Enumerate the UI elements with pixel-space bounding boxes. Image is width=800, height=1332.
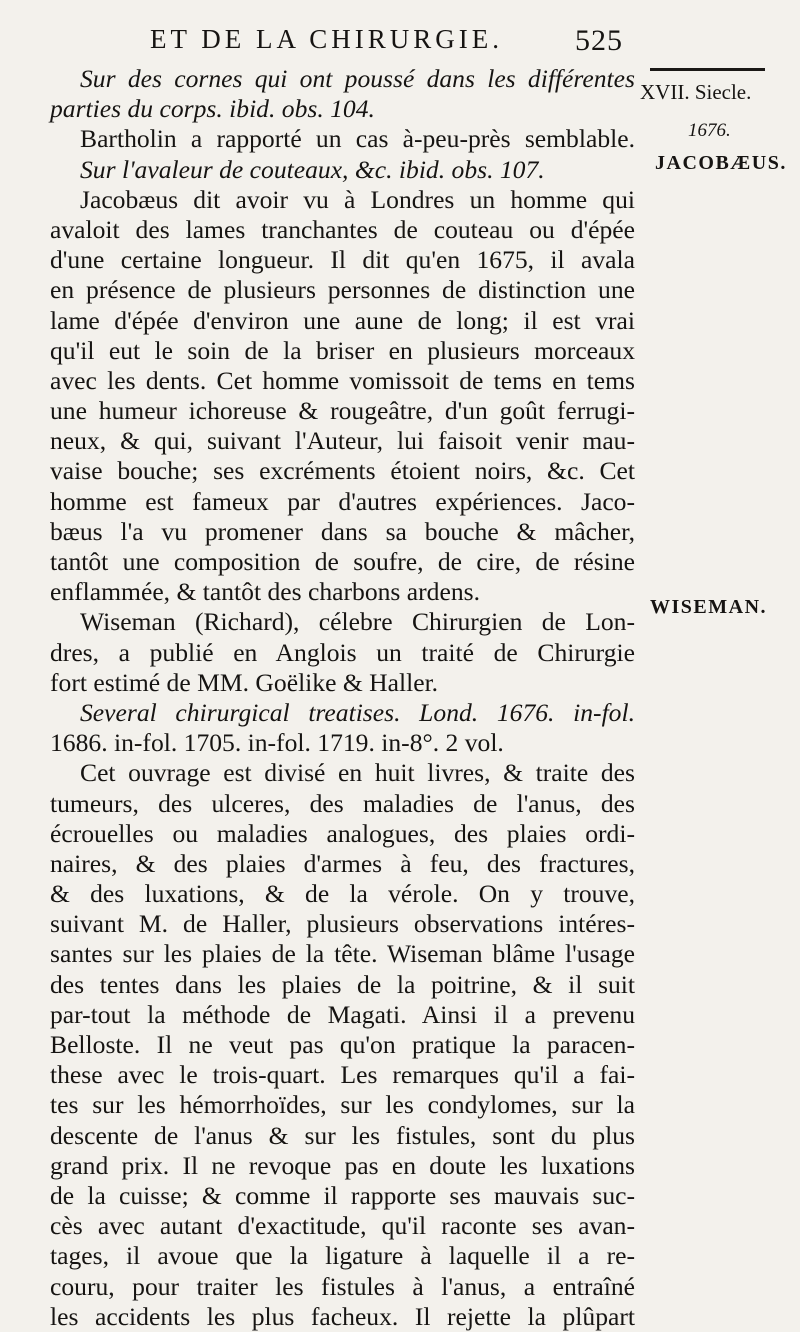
text-line: une humeur ichoreuse & rougeâtre, d'un goût ferrugi- bbox=[50, 396, 635, 426]
text-line: suivant M. de Haller, plusieurs observations intéres- bbox=[50, 909, 635, 939]
text-line: avec les dents. Cet homme vomissoit de tems en tems bbox=[50, 365, 635, 395]
text-line: Belloste. Il ne veut pas qu'on pratique la paracen- bbox=[50, 1030, 635, 1059]
text-line: Bartholin a rapporté un cas à-peu-près semblable. bbox=[80, 124, 635, 154]
text-line: des tentes dans les plaies de la poitrine, & il suit bbox=[50, 969, 635, 999]
text-line: tages, il avoue que la ligature à laquelle il a re- bbox=[50, 1241, 635, 1271]
text-line: grand prix. Il ne revoque pas en doute les luxations bbox=[50, 1150, 635, 1180]
text-line: couru, pour traiter les fistules à l'anus, a entraîné bbox=[50, 1271, 635, 1301]
text-line: parties du corps. ibid. obs. 104. bbox=[50, 94, 375, 124]
text-line: qu'il eut le soin de la briser en plusieurs morceaux bbox=[50, 335, 635, 365]
text-line: descente de l'anus & sur les fistules, sont du plus bbox=[50, 1120, 635, 1150]
text-line: lame d'épée d'environ une aune de long; il est vrai bbox=[50, 305, 635, 335]
margin-year: 1676. bbox=[688, 120, 731, 141]
text-line: vaise bouche; ses excréments étoient noirs, &c. Cet bbox=[50, 456, 635, 486]
text-line: les accidents les plus facheux. Il rejette la plûpart bbox=[50, 1301, 635, 1331]
text-line: fort estimé de MM. Goëlike & Haller. bbox=[50, 667, 439, 697]
text-line: bæus l'a vu promener dans sa bouche & mâcher, bbox=[50, 516, 635, 546]
text-line: en présence de plusieurs personnes de distinction une bbox=[50, 275, 635, 305]
page-number: 525 bbox=[575, 24, 623, 57]
text-line: naires, & des plaies d'armes à feu, des fractures, bbox=[50, 848, 635, 878]
text-line: santes sur les plaies de la tête. Wiseman blâme l'usage bbox=[50, 939, 635, 969]
body-text bbox=[50, 64, 635, 1332]
text-line: 1686. in-fol. 1705. in-fol. 1719. in-8°. 2 vol. bbox=[50, 728, 504, 758]
text-line: & des luxations, & de la vérole. On y trouve, bbox=[50, 879, 635, 909]
text-line: d'une certaine longueur. Il dit qu'en 1675, il avala bbox=[50, 245, 635, 275]
text-line: avaloit des lames tranchantes de couteau ou d'épée bbox=[50, 214, 635, 244]
text-line: enflammée, & tantôt des charbons ardens. bbox=[50, 577, 480, 607]
text-line: tantôt une composition de soufre, de cire, de résine bbox=[50, 547, 635, 576]
text-line: dres, a publié en Anglois un traité de Chirurgie bbox=[50, 637, 635, 667]
text-line: tes sur les hémorrhoïdes, sur les condylomes, sur la bbox=[50, 1090, 635, 1120]
text-line: Several chirurgical treatises. Lond. 1676. in-fol. bbox=[80, 697, 635, 727]
text-line: these avec le trois-quart. Les remarques qu'il a fai- bbox=[50, 1060, 635, 1090]
text-line: cès avec autant d'exactitude, qu'il raconte ses avan- bbox=[50, 1211, 635, 1241]
text-line: homme est fameux par d'autres expériences. Jaco- bbox=[50, 486, 635, 516]
text-line: Wiseman (Richard), célebre Chirurgien de Lon- bbox=[80, 607, 635, 637]
text-line: neux, & qui, suivant l'Auteur, lui faisoit venir mau- bbox=[50, 426, 635, 456]
margin-rule bbox=[650, 68, 765, 71]
running-head: ET DE LA CHIRURGIE. bbox=[150, 24, 503, 54]
margin-century: XVII. Siecle. bbox=[640, 80, 752, 104]
text-line: par-tout la méthode de Magati. Ainsi il a prevenu bbox=[50, 999, 635, 1029]
text-line: Sur l'avaleur de couteaux, &c. ibid. obs. 107. bbox=[80, 154, 545, 184]
text-line: Sur des cornes qui ont poussé dans les différentes bbox=[80, 64, 635, 93]
margin-name-jacobaeus: JACOBÆUS. bbox=[655, 152, 787, 174]
text-line: Cet ouvrage est divisé en huit livres, & traite des bbox=[80, 758, 635, 788]
text-line: de la cuisse; & comme il rapporte ses mauvais suc- bbox=[50, 1180, 635, 1210]
text-line: écrouelles ou maladies analogues, des plaies ordi- bbox=[50, 818, 635, 848]
text-line: Jacobæus dit avoir vu à Londres un homme qui bbox=[80, 184, 635, 214]
text-line: tumeurs, des ulceres, des maladies de l'anus, des bbox=[50, 788, 635, 818]
margin-name-wiseman: WISEMAN. bbox=[650, 596, 768, 618]
